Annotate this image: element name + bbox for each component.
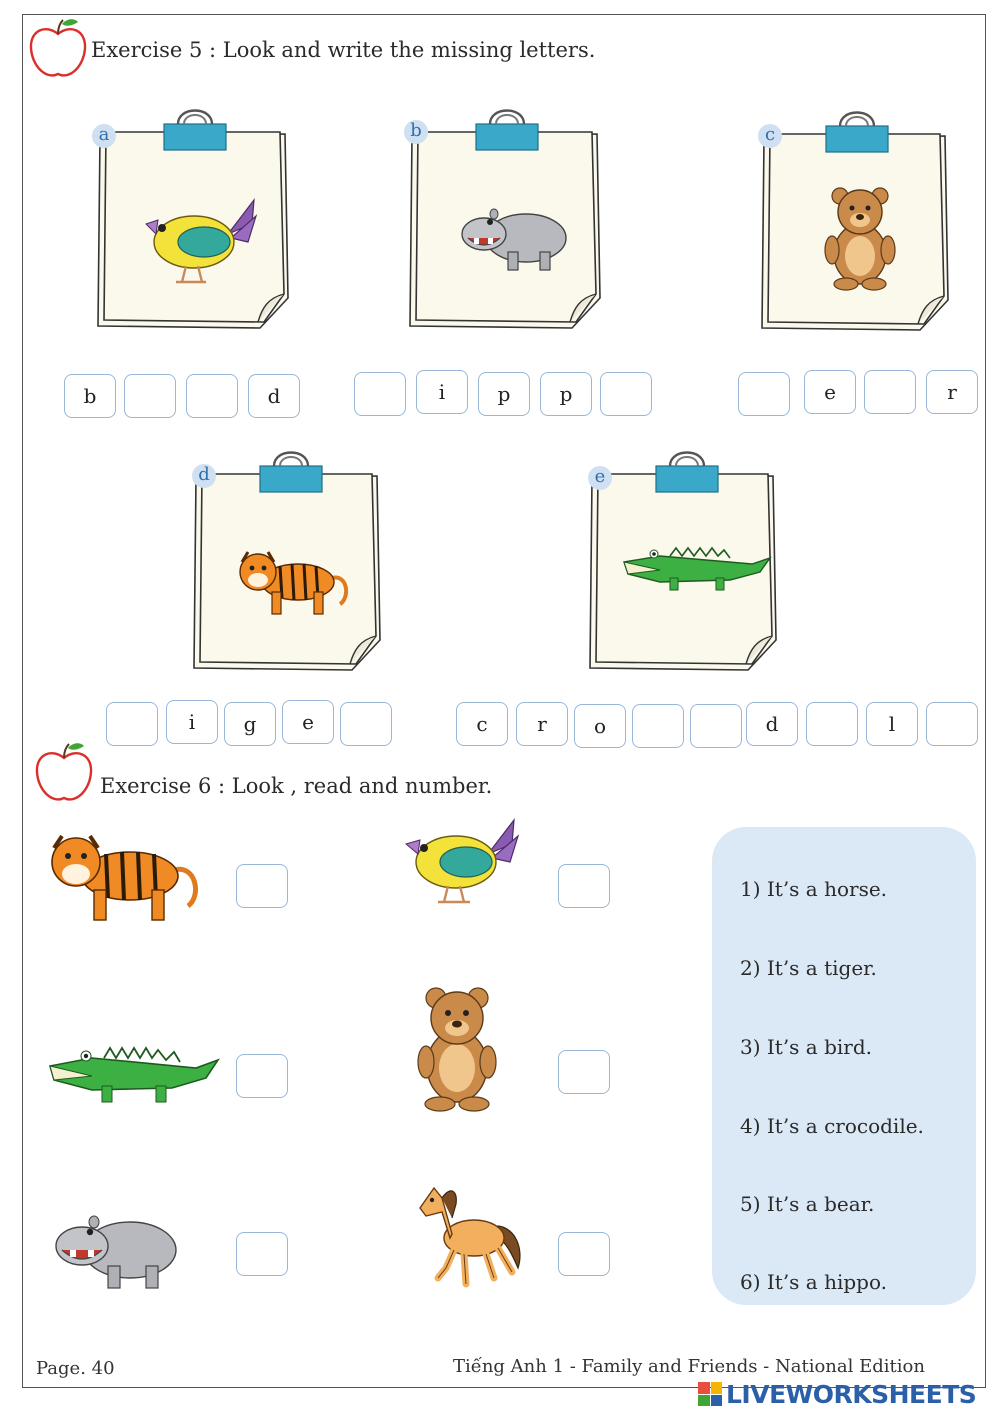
letter-box[interactable]	[738, 372, 790, 416]
note-card-c	[756, 110, 952, 335]
note-card-b	[404, 108, 604, 333]
book-title: Tiếng Anh 1 - Family and Friends - National Edition	[453, 1356, 925, 1377]
number-box-bird[interactable]	[558, 864, 610, 908]
letter-box[interactable]: p	[478, 372, 530, 416]
letter-box[interactable]	[926, 702, 978, 746]
note-label: c	[758, 124, 782, 148]
letter-box[interactable]: r	[516, 702, 568, 746]
note-card-a	[92, 108, 292, 333]
exercise-5-title: Exercise 5 : Look and write the missing letters.	[91, 38, 596, 62]
hippo-icon	[54, 1210, 180, 1298]
letter-box[interactable]: r	[926, 370, 978, 414]
number-box-bear[interactable]	[558, 1050, 610, 1094]
sentence-6: 6) It’s a hippo.	[740, 1270, 888, 1294]
sentence-5: 5) It’s a bear.	[740, 1192, 875, 1216]
letter-box[interactable]: e	[282, 700, 334, 744]
apple-icon	[28, 18, 88, 80]
letter-box[interactable]	[340, 702, 392, 746]
sentence-4: 4) It’s a crocodile.	[740, 1114, 924, 1138]
letter-box[interactable]: e	[804, 370, 856, 414]
number-box-horse[interactable]	[558, 1232, 610, 1276]
page-number: Page. 40	[36, 1358, 115, 1379]
sentences-panel	[712, 827, 976, 1305]
note-card-d	[188, 450, 384, 675]
note-label: d	[192, 464, 216, 488]
letter-box[interactable]	[186, 374, 238, 418]
note-label: a	[92, 124, 116, 148]
letter-box[interactable]: b	[64, 374, 116, 418]
letter-box[interactable]	[806, 702, 858, 746]
letter-box[interactable]	[354, 372, 406, 416]
letter-box[interactable]: p	[540, 372, 592, 416]
number-box-hippo[interactable]	[236, 1232, 288, 1276]
letter-box[interactable]: i	[166, 700, 218, 744]
number-box-crocodile[interactable]	[236, 1054, 288, 1098]
note-label: e	[588, 466, 612, 490]
sentence-3: 3) It’s a bird.	[740, 1035, 873, 1059]
brand-name: LIVEWORKSHEETS	[726, 1379, 977, 1409]
note-card-e	[584, 450, 780, 675]
logo-icon	[698, 1382, 722, 1406]
horse-icon	[412, 1178, 524, 1294]
letter-box[interactable]	[124, 374, 176, 418]
letter-box[interactable]	[690, 704, 742, 748]
letter-box[interactable]	[600, 372, 652, 416]
letter-box[interactable]: d	[746, 702, 798, 746]
note-label: b	[404, 120, 428, 144]
tiger-icon	[46, 830, 206, 929]
bird-icon	[400, 816, 518, 912]
bear-icon	[414, 986, 500, 1116]
letter-box[interactable]	[864, 370, 916, 414]
letter-box[interactable]: c	[456, 702, 508, 746]
letter-box[interactable]: l	[866, 702, 918, 746]
number-box-tiger[interactable]	[236, 864, 288, 908]
liveworksheets-logo	[698, 1378, 976, 1410]
sentence-2: 2) It’s a tiger.	[740, 956, 877, 980]
letter-box[interactable]: d	[248, 374, 300, 418]
letter-box[interactable]: g	[224, 702, 276, 746]
letter-box[interactable]: o	[574, 704, 626, 748]
sentence-1: 1) It’s a horse.	[740, 877, 888, 901]
crocodile-icon	[46, 1040, 218, 1116]
letter-box[interactable]	[632, 704, 684, 748]
exercise-6-title: Exercise 6 : Look , read and number.	[100, 774, 493, 798]
apple-icon	[34, 742, 94, 804]
letter-box[interactable]: i	[416, 370, 468, 414]
letter-box[interactable]	[106, 702, 158, 746]
